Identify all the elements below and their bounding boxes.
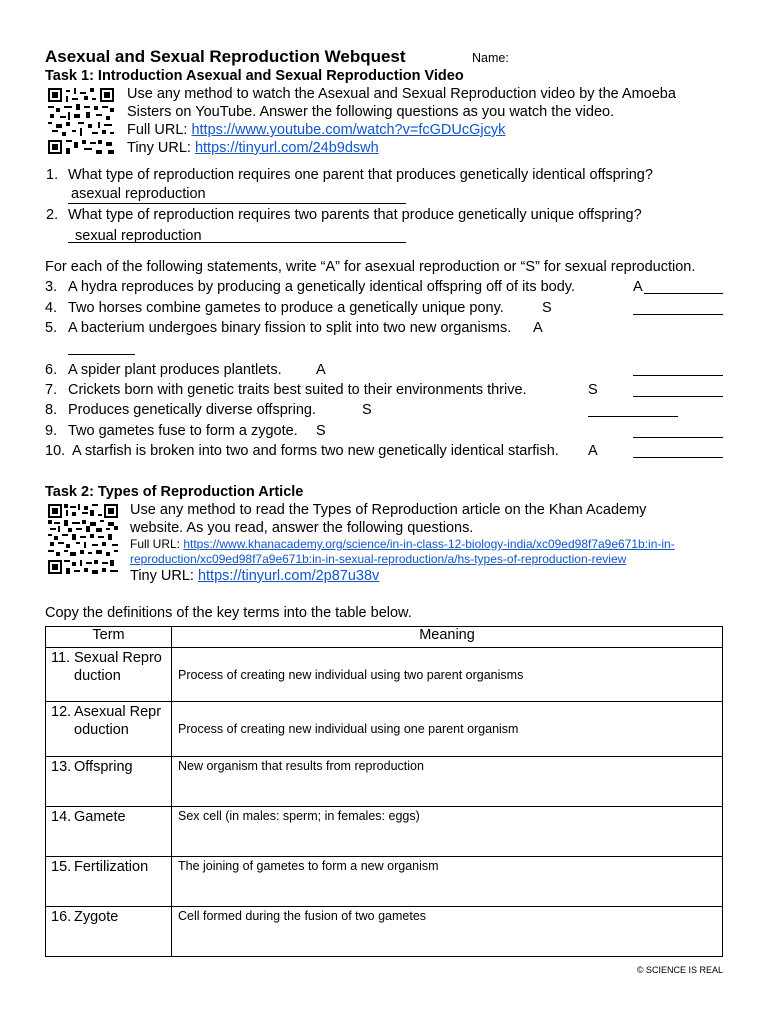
statement-answer[interactable]: S bbox=[362, 402, 372, 418]
qr-code-icon-video bbox=[48, 88, 114, 154]
full-url-label: Full URL: bbox=[130, 537, 184, 551]
task1-full-url-row bbox=[127, 122, 505, 139]
term-text: Sexual Reproduction bbox=[74, 650, 162, 684]
statement-answer[interactable]: A bbox=[588, 443, 598, 459]
full-url-label: Full URL: bbox=[127, 122, 192, 138]
meaning-cell[interactable] bbox=[172, 857, 723, 907]
copyright-footer: © SCIENCE IS REAL bbox=[636, 965, 723, 975]
term-text: Zygote bbox=[74, 909, 119, 925]
statement-number: 8. bbox=[45, 402, 58, 418]
statement-answer[interactable]: S bbox=[542, 300, 552, 316]
article-tiny-url-link[interactable]: https://tinyurl.com/2p87u38v bbox=[197, 568, 380, 584]
term-cell bbox=[46, 857, 172, 907]
name-label: Name: bbox=[472, 51, 509, 65]
term-number: 12. bbox=[51, 704, 72, 720]
tiny-url-label: Tiny URL: bbox=[130, 568, 198, 584]
statement-text: Two gametes fuse to form a zygote. bbox=[68, 423, 298, 439]
term-cell bbox=[46, 907, 172, 957]
table-row bbox=[46, 702, 723, 757]
q1-answer[interactable]: asexual reproduction bbox=[71, 186, 206, 202]
statement-answer-line bbox=[633, 396, 723, 397]
article-full-url-link-line2[interactable]: reproduction/xc09ed98f7a9e671b:in-in-sexual-reproduction/a/hs-types-of-reproduction-review bbox=[130, 552, 627, 566]
statement-number: 6. bbox=[45, 362, 58, 378]
meaning-text: New organism that results from reproduction bbox=[178, 759, 424, 773]
statement-answer[interactable]: S bbox=[316, 423, 326, 439]
statement-number: 3. bbox=[45, 279, 58, 295]
q1-number: 1. bbox=[46, 167, 59, 183]
column-header-term: Term bbox=[46, 627, 172, 648]
task1-heading: Task 1: Introduction Asexual and Sexual Reproduction Video bbox=[45, 68, 464, 84]
meaning-cell[interactable] bbox=[172, 907, 723, 957]
q1-answer-line bbox=[68, 203, 406, 204]
qr-code-icon-article bbox=[48, 504, 118, 574]
meaning-text: Sex cell (in males: sperm; in females: eggs) bbox=[178, 809, 420, 823]
meaning-text: Process of creating new individual using two parent organisms bbox=[178, 667, 524, 682]
video-full-url-link[interactable]: https://www.youtube.com/watch?v=fcGDUcGjcyk bbox=[191, 122, 506, 138]
table-row bbox=[46, 907, 723, 957]
term-text: Fertilization bbox=[74, 859, 149, 875]
table-header-row bbox=[46, 627, 723, 648]
q2-number: 2. bbox=[46, 207, 59, 223]
task2-tiny-url-row bbox=[130, 568, 379, 585]
term-number: 11. bbox=[51, 650, 71, 666]
q1-text: What type of reproduction requires one parent that produces genetically identical offspring? bbox=[68, 167, 653, 183]
column-header-meaning: Meaning bbox=[172, 627, 723, 648]
meaning-text: The joining of gametes to form a new organism bbox=[178, 859, 439, 873]
statement-answer-line bbox=[633, 437, 723, 438]
term-number: 13. bbox=[51, 759, 72, 775]
statement-text: A hydra reproduces by producing a genetically identical offspring off of its body. bbox=[68, 279, 576, 295]
term-cell bbox=[46, 757, 172, 807]
statement-text: Two horses combine gametes to produce a genetically unique pony. bbox=[68, 300, 504, 316]
statement-answer[interactable]: S bbox=[588, 382, 598, 398]
statement-text: A spider plant produces plantlets. bbox=[68, 362, 282, 378]
term-cell bbox=[46, 807, 172, 857]
term-number: 16. bbox=[51, 909, 72, 925]
task1-tiny-url-row bbox=[127, 140, 379, 157]
table-row bbox=[46, 757, 723, 807]
article-full-url-link-line1[interactable]: https://www.khanacademy.org/science/in-in-class-12-biology-india/xc09ed98f7a9e671b:in-in- bbox=[183, 537, 675, 551]
video-tiny-url-link[interactable]: https://tinyurl.com/24b9dswh bbox=[194, 140, 379, 156]
statement-answer-line bbox=[633, 375, 723, 376]
tiny-url-label: Tiny URL: bbox=[127, 140, 195, 156]
statement-answer[interactable]: A bbox=[633, 279, 643, 295]
statement-answer-line bbox=[633, 457, 723, 458]
term-number: 15. bbox=[51, 859, 72, 875]
table-row bbox=[46, 807, 723, 857]
term-cell bbox=[46, 702, 172, 757]
statement-answer[interactable]: A bbox=[533, 320, 543, 336]
term-text: Gamete bbox=[74, 809, 126, 825]
statement-number: 7. bbox=[45, 382, 58, 398]
meaning-cell[interactable] bbox=[172, 702, 723, 757]
task2-full-url-row bbox=[130, 537, 675, 551]
statement-answer-line bbox=[633, 314, 723, 315]
page-title: Asexual and Sexual Reproduction Webquest bbox=[45, 47, 406, 66]
task1-intro-line2: Sisters on YouTube. Answer the following questions as you watch the video. bbox=[127, 104, 615, 120]
meaning-text: Cell formed during the fusion of two gametes bbox=[178, 909, 427, 923]
term-number: 14. bbox=[51, 809, 72, 825]
task2-intro-line2: website. As you read, answer the following questions. bbox=[130, 520, 474, 536]
definitions-table bbox=[45, 626, 723, 957]
statement-number: 10. bbox=[45, 443, 66, 459]
statement-answer[interactable]: A bbox=[316, 362, 326, 378]
q2-answer[interactable]: sexual reproduction bbox=[75, 228, 202, 244]
q2-text: What type of reproduction requires two parents that produce genetically unique offspring? bbox=[68, 207, 642, 223]
task1-intro-line1: Use any method to watch the Asexual and Sexual Reproduction video by the Amoeba bbox=[127, 86, 676, 102]
q2-answer-line bbox=[68, 242, 406, 243]
statement-text: Crickets born with genetic traits best suited to their environments thrive. bbox=[68, 382, 527, 398]
table-row bbox=[46, 648, 723, 702]
task2-heading: Task 2: Types of Reproduction Article bbox=[45, 484, 304, 500]
meaning-cell[interactable] bbox=[172, 648, 723, 702]
table-row bbox=[46, 857, 723, 907]
statement-text: A starfish is broken into two and forms two new genetically identical starfish. bbox=[72, 443, 559, 459]
statement-answer-line bbox=[68, 354, 135, 355]
meaning-cell[interactable] bbox=[172, 807, 723, 857]
statement-number: 5. bbox=[45, 320, 58, 336]
task2-full-url-row2 bbox=[130, 552, 626, 566]
meaning-text: Process of creating new individual using one parent organism bbox=[178, 722, 519, 736]
task2-intro-line1: Use any method to read the Types of Reproduction article on the Khan Academy bbox=[130, 502, 647, 518]
statement-number: 4. bbox=[45, 300, 58, 316]
statements-instructions: For each of the following statements, write “A” for asexual reproduction or “S” for sexual reproduction. bbox=[45, 259, 696, 275]
term-text: Offspring bbox=[74, 759, 133, 775]
table-instructions: Copy the definitions of the key terms into the table below. bbox=[45, 605, 412, 621]
statement-answer-line bbox=[588, 416, 678, 417]
statement-answer-line bbox=[644, 293, 723, 294]
statement-number: 9. bbox=[45, 423, 58, 439]
term-cell bbox=[46, 648, 172, 702]
term-text: Asexual Reproduction bbox=[74, 704, 162, 738]
statement-text: A bacterium undergoes binary fission to split into two new organisms. bbox=[68, 320, 512, 336]
statement-text: Produces genetically diverse offspring. bbox=[68, 402, 316, 418]
meaning-cell[interactable] bbox=[172, 757, 723, 807]
